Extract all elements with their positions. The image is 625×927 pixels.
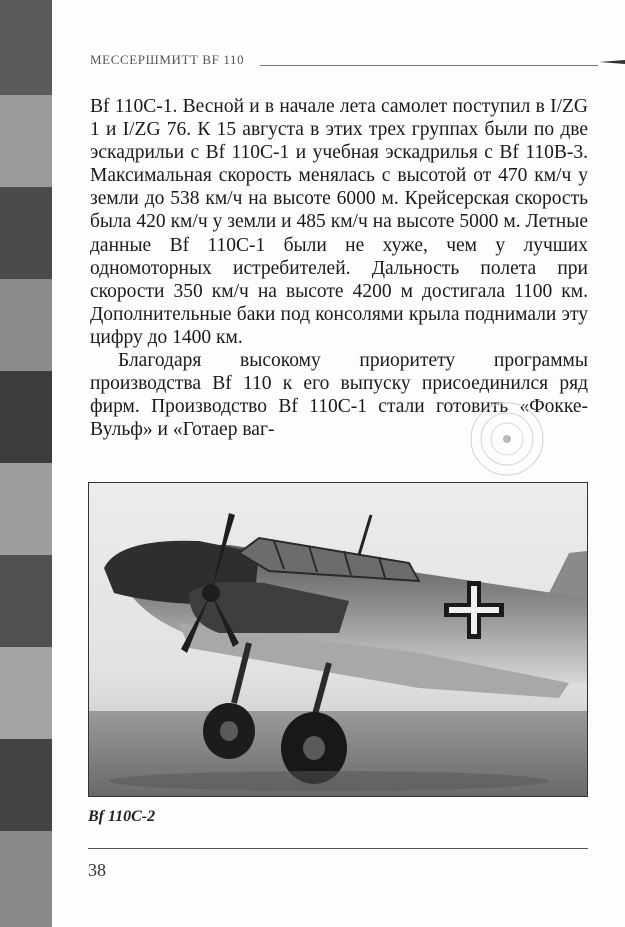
photo-caption: Bf 110C-2 bbox=[88, 808, 156, 825]
body-text bbox=[90, 95, 588, 441]
aircraft-photo bbox=[88, 482, 588, 797]
running-title: МЕССЕРШМИТТ BF 110 bbox=[90, 52, 245, 67]
paragraph-1: Bf 110C-1. Весной и в начале лета самолет поступил в I/ZG 1 и I/ZG 76. К 15 августа в этих трех группах были по две эскадрильи с Bf 110C-1 и учебная эскадрилья с Bf 110B-3. Максимальная скорость менялась с высотой от 470 км/ч у земли до 538 км/ч на высоте 6000 м. Крейсерская скорость была 420 км/ч у земли и 485 км/ч на высоте 5000 м. Летные данные Bf 110C-1 были не хуже, чем у лучших одномоторных истребителей. Дальность полета при скорости 350 км/ч на высоте 4200 м достигала 1100 км. Дополнительные баки под консолями крыла поднимали эту цифру до 1400 км. bbox=[90, 96, 588, 348]
paragraph-2: Благодаря высокому приоритету программы производства Bf 110 к его выпуску присоединился ряд фирм. Производство Bf 110C-1 стали готовить «Фокке-Вульф» и «Готаер ваг- bbox=[90, 350, 588, 441]
footer-rule bbox=[88, 848, 588, 849]
header-rule bbox=[260, 65, 598, 66]
edge-index-band bbox=[0, 0, 52, 927]
scan-target-mark bbox=[468, 400, 546, 478]
aircraft-silhouette-icon bbox=[595, 50, 625, 72]
page-number: 38 bbox=[88, 860, 106, 880]
aircraft-illustration bbox=[89, 483, 587, 796]
running-header bbox=[90, 50, 590, 74]
